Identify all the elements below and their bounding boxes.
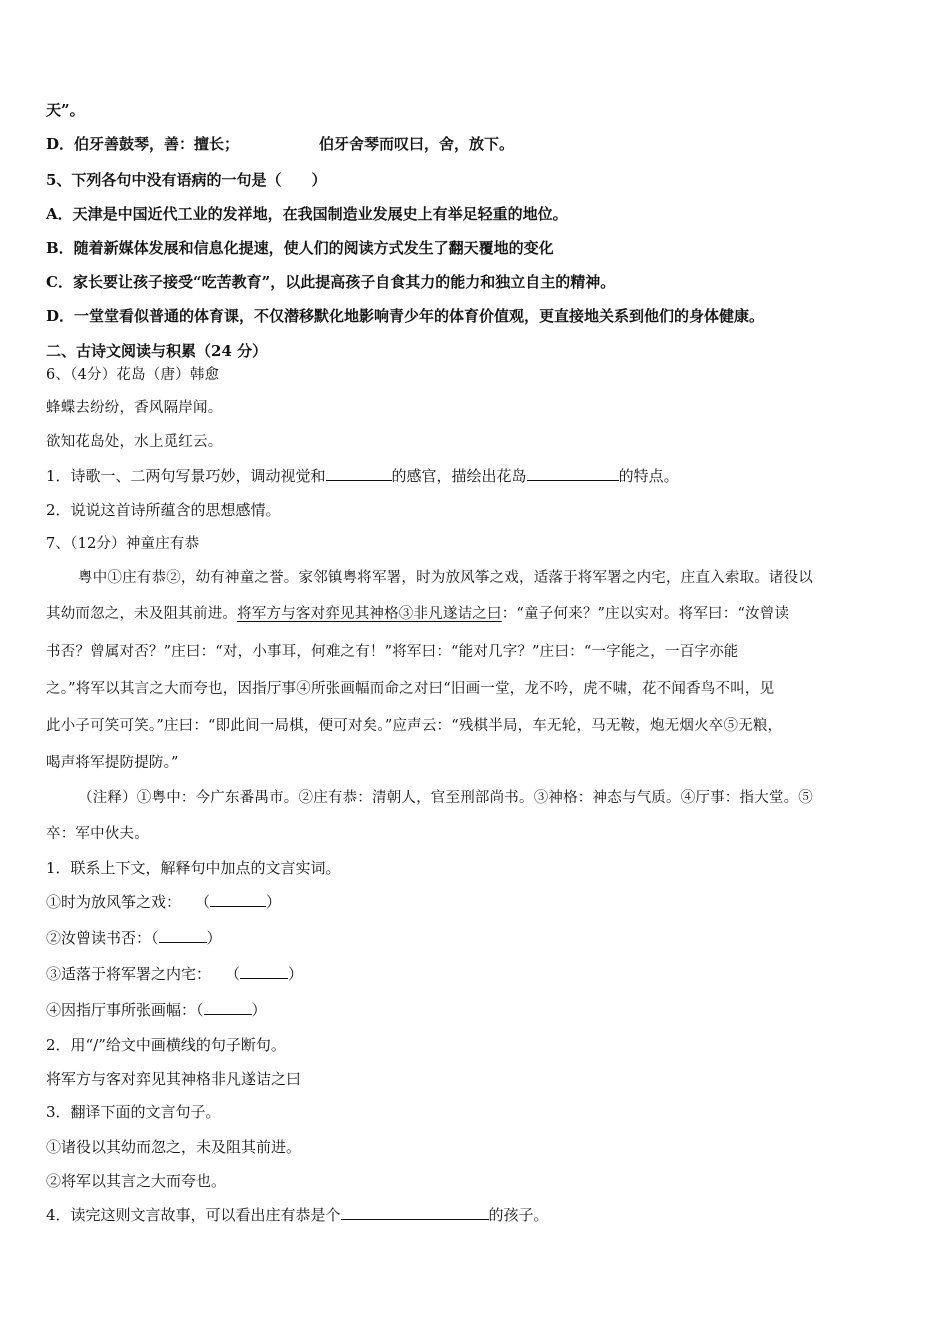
q7-header: 7、（12分）神童庄有恭 [46, 536, 200, 552]
q4-option-d-part1: D．伯牙善鼓琴，善：擅长； [46, 135, 240, 153]
q7-passage-line: 书否？曾属对否？”庄曰：“对，小事耳，何难之有！”将军曰：“能对几字？”庄曰：“一字能之，一百字亦能 [46, 644, 739, 660]
q7-subq3-item2: ②将军以其言之大而夸也。 [46, 1172, 227, 1190]
answer-blank[interactable] [159, 928, 207, 943]
item-text: （ [195, 893, 211, 911]
q4-option-d-part2: 伯牙舍琴而叹曰，舍，放下。 [319, 135, 515, 153]
q7-subq1-item1 [46, 892, 281, 912]
q7-notes-line1: （注释）①粤中：今广东番禺市。②庄有恭：清朝人，官至刑部尚书。③神格：神态与气质。④厅事：指大堂。⑤ [78, 790, 813, 806]
q6-header: 6、（4分）花岛（唐）韩愈 [46, 367, 220, 383]
item-text: ） [251, 1001, 267, 1019]
item-text: ①时为放风筝之戏： [46, 893, 182, 911]
q7-notes-line2: 卒：军中伙夫。 [46, 826, 149, 842]
q7-passage-line: 粤中①庄有恭②，幼有神童之誉。家邻镇粤将军署，时为放风筝之戏，适落于将军署之内宅，庄直入索取。诸役以 [78, 570, 813, 586]
q6-subq1-text1: 1．诗歌一、二两句写景巧妙，调动视觉和 [46, 467, 326, 485]
q7-passage-line: 之。”将军以其言之大而夸也，因指厅事④所张画幅而命之对曰“旧画一堂，龙不吟，虎不啸，花不闻香鸟不叫，见 [46, 681, 775, 697]
item-text: ④因指厅事所张画幅：（ [46, 1001, 204, 1019]
q7-subq3-item1: ①诸役以其幼而忽之，未及阻其前进。 [46, 1138, 302, 1156]
q7-subq3: 3．翻译下面的文言句子。 [46, 1103, 221, 1121]
item-text: ③适落于将军署之内宅： [46, 965, 212, 983]
section2-title: 二、古诗文阅读与积累（24 分） [46, 342, 268, 360]
q5-option-a: A．天津是中国近代工业的发祥地，在我国制造业发展史上有举足轻重的地位。 [46, 205, 568, 223]
item-text: ） [266, 893, 282, 911]
answer-blank[interactable] [341, 1205, 489, 1220]
q7-passage-line: 此小子可笑可笑。”庄曰：“即此间一局棋，便可对矣。”应声云：“残棋半局，车无轮，马无鞍，炮无烟火卒⑤无粮， [46, 718, 783, 734]
item-text: ） [288, 965, 304, 983]
passage-text: 其幼而忽之，未及阻其前进。 [46, 606, 238, 622]
q4-continuation: 天”。 [46, 101, 85, 119]
q7-subq4 [46, 1205, 549, 1225]
q7-subq2-sentence: 将军方与客对弈见其神格非凡遂诘之曰 [46, 1070, 302, 1088]
q7-subq1: 1．联系上下文，解释句中加点的文言实词。 [46, 859, 341, 877]
item-text: 4．读完这则文言故事，可以看出庄有恭是个 [46, 1206, 341, 1224]
q4-option-d [46, 134, 514, 154]
item-text: ②汝曾读书否：（ [46, 929, 159, 947]
item-text: 的孩子。 [488, 1206, 549, 1224]
item-text: （ [225, 965, 241, 983]
answer-blank[interactable] [204, 1000, 252, 1015]
q6-subq1 [46, 466, 679, 486]
q7-passage-line: 喝声将军提防提防。” [46, 755, 179, 771]
q5-stem: 5、下列各句中没有语病的一句是（ ） [46, 171, 327, 189]
q7-subq1-item2 [46, 928, 222, 948]
q7-subq1-item4 [46, 1000, 267, 1020]
q7-passage-line [46, 604, 789, 624]
q7-subq1-item3 [46, 964, 303, 984]
answer-blank[interactable] [527, 466, 619, 481]
q6-poem-line1: 蜂蝶去纷纷，香风隔岸闻。 [46, 400, 223, 416]
q5-option-b: B．随着新媒体发展和信息化提速，使人们的阅读方式发生了翻天覆地的变化 [46, 239, 554, 257]
underlined-sentence: 将军方与客对弈见其神格③非凡遂诘之曰 [237, 606, 502, 622]
answer-blank[interactable] [326, 466, 392, 481]
q5-option-c: C．家长要让孩子接受“吃苦教育”，以此提高孩子自食其力的能力和独立自主的精神。 [46, 273, 616, 291]
q6-subq1-text3: 的特点。 [618, 467, 679, 485]
answer-blank[interactable] [210, 892, 266, 907]
item-text: ） [206, 929, 222, 947]
q5-option-d: D．一堂堂看似普通的体育课，不仅潜移默化地影响青少年的体育价值观，更直接地关系到他们的身体健康。 [46, 307, 765, 325]
passage-text: ：“童子何来？”庄以实对。将军曰：“汝曾读 [501, 606, 790, 622]
q6-subq1-text2: 的感官，描绘出花岛 [391, 467, 527, 485]
q7-subq2: 2．用“/”给文中画横线的句子断句。 [46, 1036, 286, 1054]
answer-blank[interactable] [240, 964, 288, 979]
q6-poem-line2: 欲知花岛处，水上觅红云。 [46, 434, 223, 450]
q6-subq2: 2．说说这首诗所蕴含的思想感情。 [46, 501, 281, 519]
